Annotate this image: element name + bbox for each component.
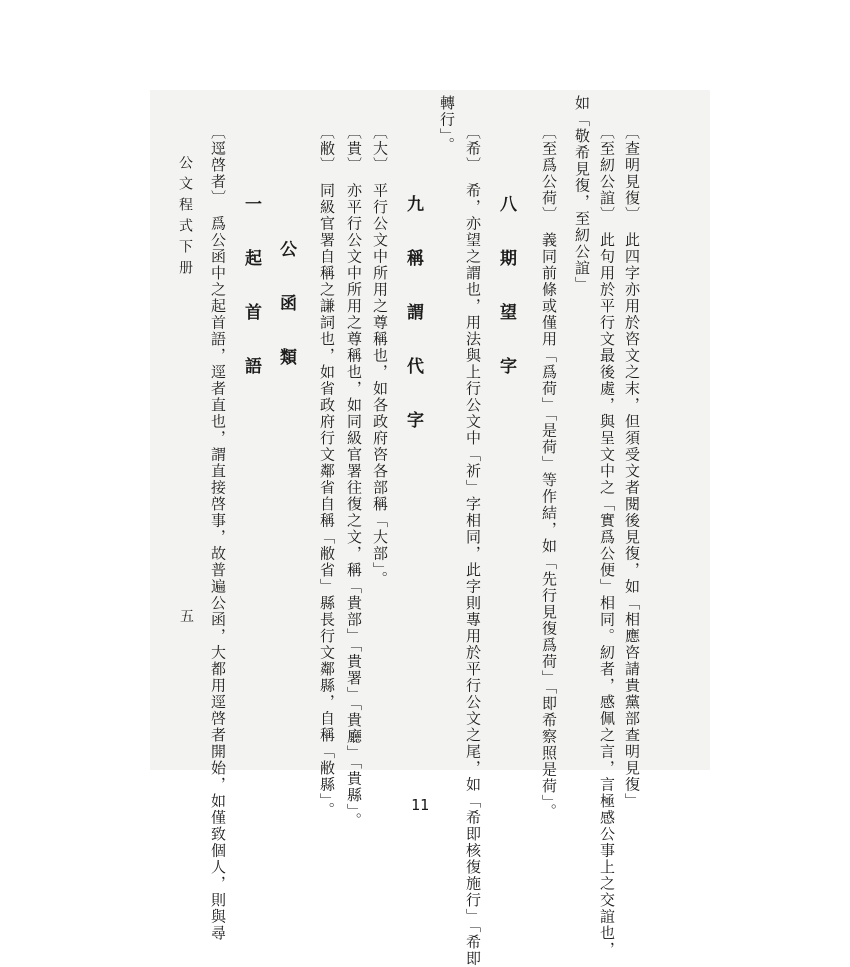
text-column-1: 〔查明見復〕 此四字亦用於咨文之末，但須受文者閱後見復，如「相應咨請貴黨部查明見復」 xyxy=(623,124,641,810)
text-column-6: 〔希〕 希，亦望之謂也，用法與上行公文中「祈」字相同，此字則專用於平行公文之尾，如「希即核復施行」「希即 xyxy=(464,124,482,967)
text-column-7: 轉行」。 xyxy=(438,95,456,154)
section-heading-opening-phrase: 一 起 首 語 xyxy=(241,195,261,384)
text-column-9: 〔大〕 平行公文中所用之尊稱也，如各政府咨各部稱「大部」。 xyxy=(371,124,389,588)
category-heading-official-letters: 公 函 類 xyxy=(276,240,296,375)
text-column-11: 〔敝〕 同級官署自稱之謙詞也，如省政府行文鄰省自稱「敝省」縣長行文鄰縣，自稱「敝縣」。 xyxy=(318,124,336,819)
text-column-3: 如「敬希見復，至紉公誼」 xyxy=(573,95,591,293)
text-column-2: 〔至紉公誼〕 此句用於平行文最後處，與呈文中之「實爲公便」相同。紉者，感佩之言，言極感公事上之交誼也， xyxy=(598,124,616,958)
section-heading-expectation: 八 期 望 字 xyxy=(496,195,516,384)
text-column-4: 〔至爲公荷〕 義同前條或僅用「爲荷」「是荷」等作結，如「先行見復爲荷」「即希察照是荷」。 xyxy=(540,124,558,820)
page-number: 11 xyxy=(411,796,430,814)
running-head: 公文程式下册 xyxy=(177,155,193,281)
text-column-14: 〔逕啓者〕 爲公函中之起首語，逕者直也，謂直接啓事，故普遍公函，大都用逕啓者開始，如僅致個人，則與尋 xyxy=(209,124,227,942)
section-heading-appellation: 九 稱 謂 代 字 xyxy=(403,195,423,438)
folio: 五 xyxy=(180,609,194,625)
text-column-10: 〔貴〕 亦平行公文中所用之尊稱也，如同級官署往復之文，稱「貴部」「貴署」「貴廳」「貴縣」。 xyxy=(345,124,363,829)
